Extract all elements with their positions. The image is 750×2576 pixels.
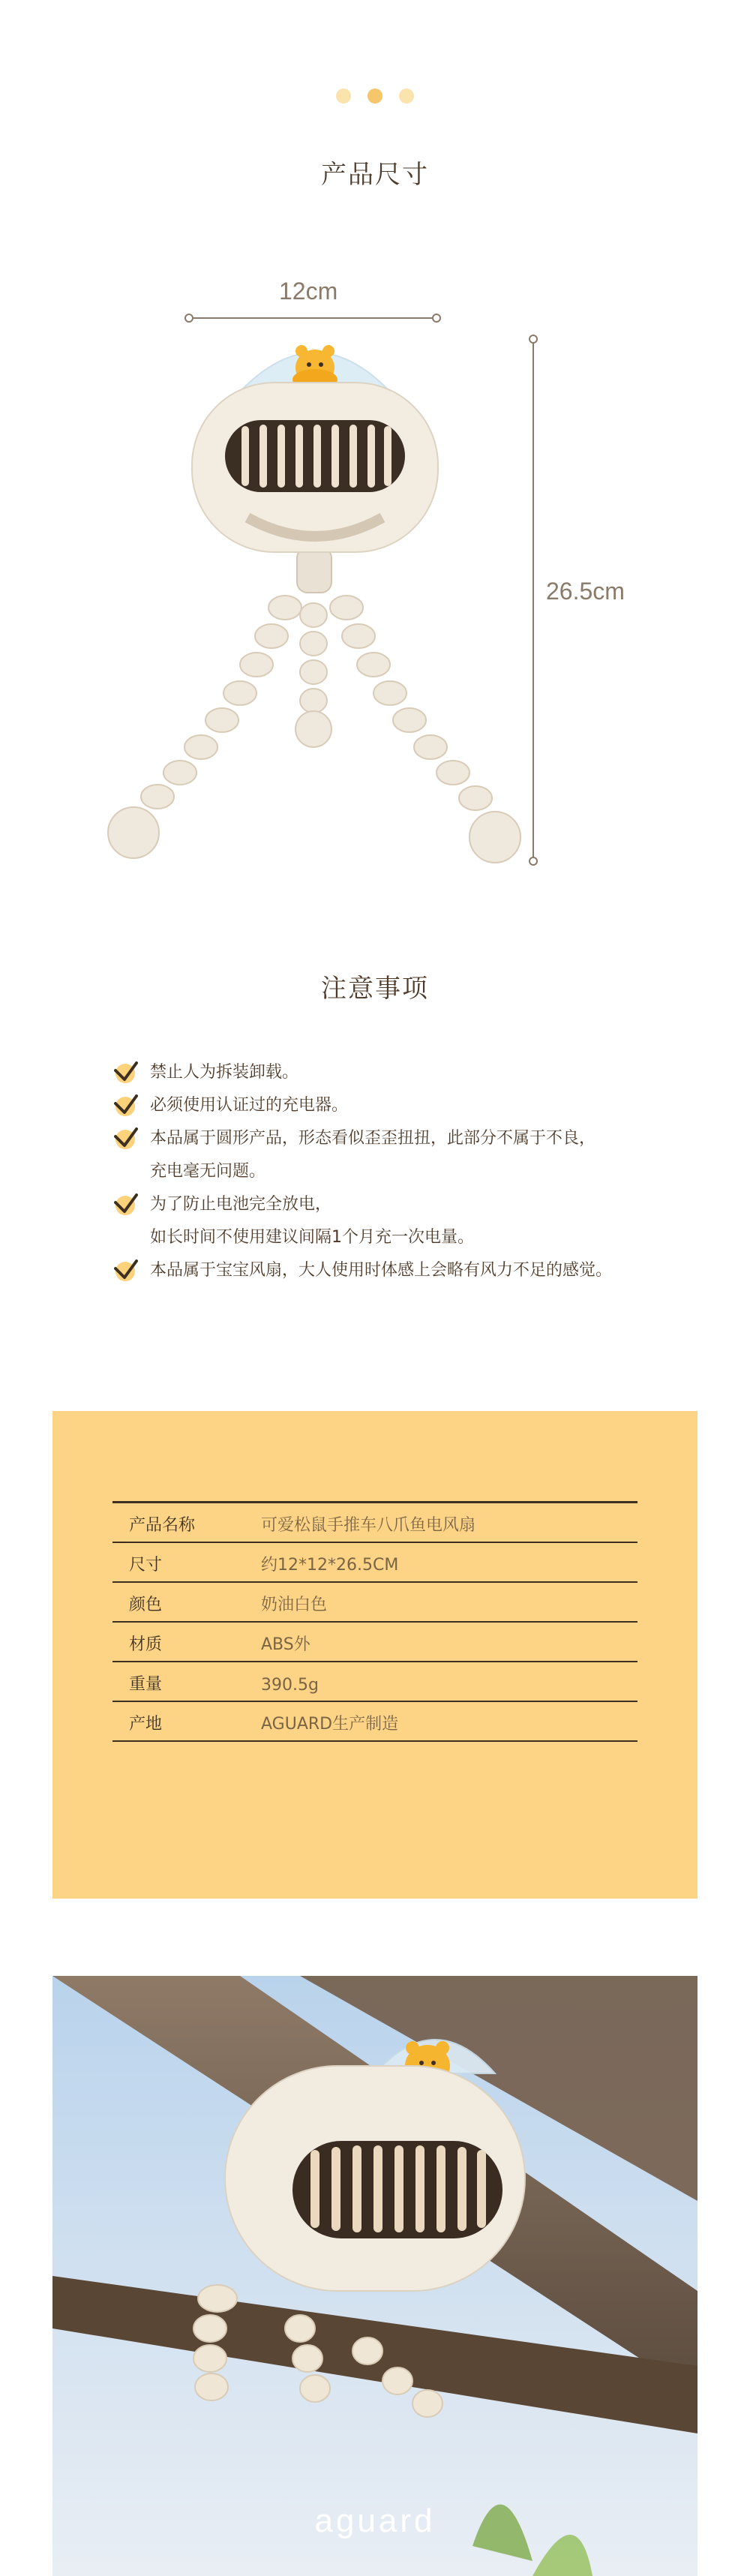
carousel-dot-active[interactable] bbox=[368, 89, 382, 104]
size-section-title: 产品尺寸 bbox=[321, 160, 429, 190]
note-item bbox=[112, 1188, 652, 1221]
photo-illustration bbox=[52, 1976, 698, 2576]
note-text: 禁止人为拆装卸载。 bbox=[150, 1063, 299, 1082]
table-row bbox=[112, 1662, 638, 1702]
spec-key: 尺寸 bbox=[129, 1556, 163, 1575]
note-item bbox=[112, 1056, 652, 1089]
spec-key: 颜色 bbox=[129, 1596, 163, 1614]
size-figure bbox=[0, 270, 750, 915]
note-item bbox=[112, 1122, 652, 1155]
table-row bbox=[112, 1503, 638, 1543]
note-item bbox=[112, 1089, 652, 1122]
tripod-leg-middle bbox=[296, 603, 332, 747]
brand-logo-text: aguard bbox=[314, 2502, 436, 2539]
table-row bbox=[112, 1702, 638, 1742]
note-item-continued bbox=[112, 1221, 652, 1254]
spec-value: 约12*12*26.5CM bbox=[261, 1556, 399, 1575]
spec-value: ABS外 bbox=[261, 1635, 310, 1654]
note-text: 必须使用认证过的充电器。 bbox=[150, 1096, 349, 1115]
note-text: 本品属于圆形产品，形态看似歪歪扭扭，此部分不属于不良， bbox=[150, 1129, 596, 1148]
spec-value: AGUARD生产制造 bbox=[261, 1715, 399, 1734]
note-text: 如长时间不使用建议间隔1个月充一次电量。 bbox=[150, 1228, 474, 1247]
fan-grille-bars bbox=[242, 425, 392, 488]
spec-key: 材质 bbox=[129, 1635, 163, 1654]
note-item bbox=[112, 1254, 652, 1287]
table-row bbox=[112, 1623, 638, 1662]
spec-key: 产品名称 bbox=[129, 1516, 196, 1535]
lifestyle-photo bbox=[52, 1976, 698, 2576]
note-text: 为了防止电池完全放电， bbox=[150, 1195, 332, 1214]
carousel-dot[interactable] bbox=[336, 89, 351, 104]
spec-card bbox=[52, 1411, 698, 1899]
notes-section-title: 注意事项 bbox=[321, 974, 429, 1004]
notes-list bbox=[112, 1056, 652, 1287]
table-row bbox=[112, 1543, 638, 1583]
spec-key: 产地 bbox=[129, 1715, 163, 1734]
carousel-dot[interactable] bbox=[399, 89, 414, 104]
check-icon bbox=[112, 1259, 138, 1282]
width-label: 12cm bbox=[279, 278, 338, 305]
check-icon bbox=[112, 1061, 138, 1084]
note-text: 充电毫无问题。 bbox=[150, 1162, 266, 1181]
fan-product-illustration bbox=[0, 270, 750, 915]
note-item-continued bbox=[112, 1155, 652, 1188]
check-icon bbox=[112, 1127, 138, 1150]
height-label: 26.5cm bbox=[546, 578, 625, 605]
spec-value: 390.5g bbox=[261, 1676, 319, 1695]
spec-key: 重量 bbox=[129, 1675, 163, 1694]
note-text: 本品属于宝宝风扇，大人使用时体感上会略有风力不足的感觉。 bbox=[150, 1261, 613, 1280]
spec-value: 可爱松鼠手推车八爪鱼电风扇 bbox=[261, 1516, 476, 1535]
check-icon bbox=[112, 1094, 138, 1117]
spec-table bbox=[112, 1501, 638, 1742]
spec-value: 奶油白色 bbox=[261, 1596, 328, 1614]
table-row bbox=[112, 1583, 638, 1623]
tripod-leg-left bbox=[108, 596, 302, 858]
check-icon bbox=[112, 1193, 138, 1216]
carousel-dots bbox=[0, 89, 750, 104]
tripod-leg-right bbox=[330, 596, 520, 863]
